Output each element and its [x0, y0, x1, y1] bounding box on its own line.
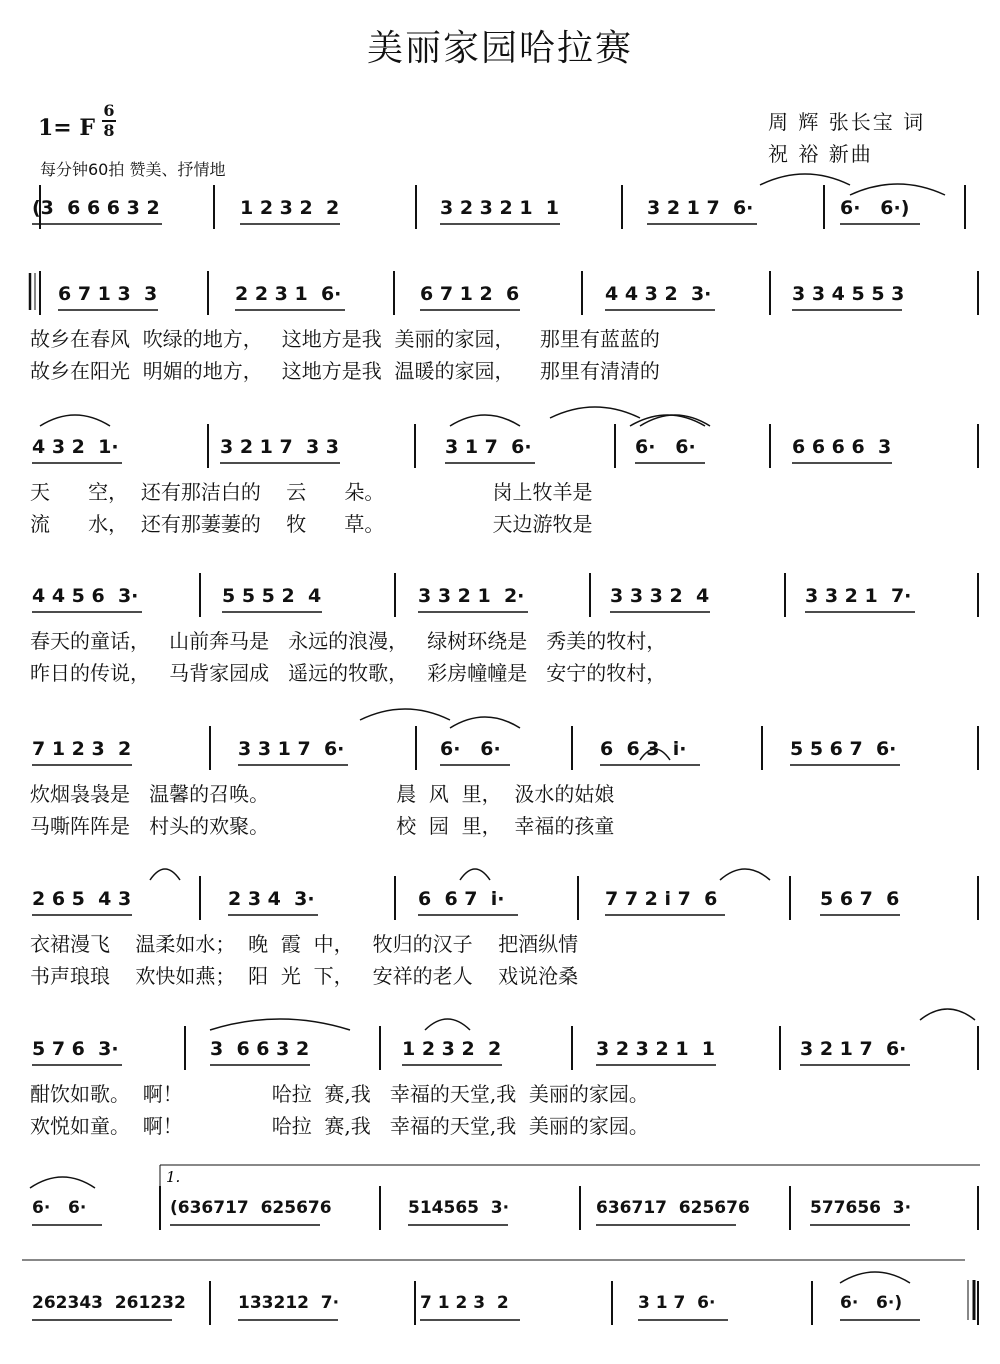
measure-notes: 3 2 3 2 1 1: [440, 197, 560, 219]
measure-notes: 3 3 2 1 7·: [805, 585, 912, 607]
measure-notes: 6· 6·): [840, 197, 910, 219]
measure-notes: 5 5 5 2 4: [222, 585, 322, 607]
measure-notes: (636717 625676: [170, 1198, 332, 1218]
measure-notes: 2 6 5 4 3: [32, 888, 132, 910]
slur-mark: [920, 1009, 975, 1020]
measure-notes: 6· 6·: [32, 1198, 87, 1218]
measure-notes: 3 3 2 1 2·: [418, 585, 525, 607]
measure-notes: 6· 6·: [635, 436, 696, 458]
measure-notes: 3 6 6 3 2: [210, 1038, 310, 1060]
slur-mark: [840, 1272, 910, 1283]
slur-mark: [210, 1019, 350, 1030]
slur-mark: [460, 869, 490, 880]
slur-mark: [40, 415, 110, 426]
measure-notes: (3 6 6 6 3 2: [32, 197, 160, 219]
lyric-verse-1: 衣裙漫飞 温柔如水； 晚 霞 中， 牧归的汉子 把酒纵情: [30, 932, 579, 956]
lyric-verse-1: 春天的童话， 山前奔马是 永远的浪漫， 绿树环绕是 秀美的牧村，: [30, 629, 667, 653]
time-signature-top: 6: [103, 101, 115, 120]
slur-mark: [30, 1177, 95, 1188]
volta-label: 1.: [166, 1168, 181, 1186]
lyric-verse-2: 马嘶阵阵是 村头的欢聚。 校 园 里， 幸福的孩童: [30, 814, 615, 838]
measure-notes: 577656 3·: [810, 1198, 912, 1218]
measure-notes: 133212 7·: [238, 1293, 340, 1313]
measure-notes: 3 3 3 2 4: [610, 585, 710, 607]
lyric-verse-2: 故乡在阳光 明媚的地方， 这地方是我 温暖的家园， 那里有清清的: [30, 359, 660, 383]
slur-mark: [760, 174, 850, 185]
slur-mark: [450, 415, 520, 426]
measure-notes: 2 3 4 3·: [228, 888, 315, 910]
measure-notes: 1 2 3 2 2: [402, 1038, 502, 1060]
measure-notes: 7 1 2 3 2: [32, 738, 132, 760]
measure-notes: 3 1 7 6·: [638, 1293, 716, 1313]
measure-notes: 6· 6·: [440, 738, 501, 760]
measure-notes: 4 3 2 1·: [32, 436, 119, 458]
measure-notes: 3 2 1 7 3 3: [220, 436, 340, 458]
time-signature-bottom: 8: [103, 121, 115, 140]
measure-notes: 1 2 3 2 2: [240, 197, 340, 219]
measure-notes: 3 3 4 5 5 3: [792, 283, 905, 305]
lyricist-credit: 周 辉 张长宝 词: [768, 110, 926, 134]
measure-notes: 6 7 1 2 6: [420, 283, 520, 305]
measure-notes: 6 6 3 i·: [600, 738, 687, 760]
measure-notes: 6· 6·): [840, 1293, 903, 1313]
slur-mark: [630, 415, 705, 426]
measure-notes: 514565 3·: [408, 1198, 510, 1218]
measure-notes: 4 4 3 2 3·: [605, 283, 712, 305]
slur-mark: [425, 1019, 470, 1030]
lyric-verse-1: 故乡在春风 吹绿的地方， 这地方是我 美丽的家园， 那里有蓝蓝的: [30, 327, 660, 351]
measure-notes: 3 2 1 7 6·: [647, 197, 754, 219]
measure-notes: 3 3 1 7 6·: [238, 738, 345, 760]
measure-notes: 2 2 3 1 6·: [235, 283, 342, 305]
slur-mark: [360, 709, 450, 720]
slur-mark: [450, 717, 520, 728]
lyric-verse-2: 流 水， 还有那萋萋的 牧 草。 天边游牧是: [30, 512, 593, 536]
measure-notes: 3 2 1 7 6·: [800, 1038, 907, 1060]
measure-notes: 636717 625676: [596, 1198, 750, 1218]
measure-notes: 6 7 1 3 3: [58, 283, 158, 305]
measure-notes: 5 7 6 3·: [32, 1038, 119, 1060]
measure-notes: 3 2 3 2 1 1: [596, 1038, 716, 1060]
lyric-verse-2: 书声琅琅 欢快如燕； 阳 光 下， 安祥的老人 戏说沧桑: [30, 964, 579, 988]
measure-notes: 5 6 7 6: [820, 888, 900, 910]
slur-mark: [150, 869, 180, 880]
measure-notes: 4 4 5 6 3·: [32, 585, 139, 607]
composer-credit: 祝 裕 新曲: [768, 142, 873, 166]
measure-notes: 262343 261232: [32, 1293, 186, 1313]
lyric-verse-1: 炊烟袅袅是 温馨的召唤。 晨 风 里， 汲水的姑娘: [30, 782, 615, 806]
measure-notes: 6 6 7 i·: [418, 888, 505, 910]
lyric-verse-2: 欢悦如童。 啊！ 哈拉 赛,我 幸福的天堂,我 美丽的家园。: [30, 1114, 649, 1138]
key-signature: 1= F: [38, 115, 96, 141]
lyric-verse-2: 昨日的传说， 马背家园成 遥远的牧歌， 彩房幢幢是 安宁的牧村，: [30, 661, 667, 685]
slur-mark: [550, 407, 640, 418]
song-title: 美丽家园哈拉赛: [366, 28, 633, 69]
tempo-marking: 每分钟60拍 赞美、抒情地: [40, 160, 226, 179]
slur-mark: [850, 184, 945, 195]
lyric-verse-1: 酣饮如歌。 啊！ 哈拉 赛,我 幸福的天堂,我 美丽的家园。: [30, 1082, 649, 1106]
measure-notes: 3 1 7 6·: [445, 436, 532, 458]
measure-notes: 7 7 2 i 7 6: [605, 888, 718, 910]
measure-notes: 5 5 6 7 6·: [790, 738, 897, 760]
measure-notes: 7 1 2 3 2: [420, 1293, 509, 1313]
slur-mark: [720, 869, 770, 880]
measure-notes: 6 6 6 6 3: [792, 436, 892, 458]
lyric-verse-1: 天 空， 还有那洁白的 云 朵。 岗上牧羊是: [30, 480, 593, 504]
